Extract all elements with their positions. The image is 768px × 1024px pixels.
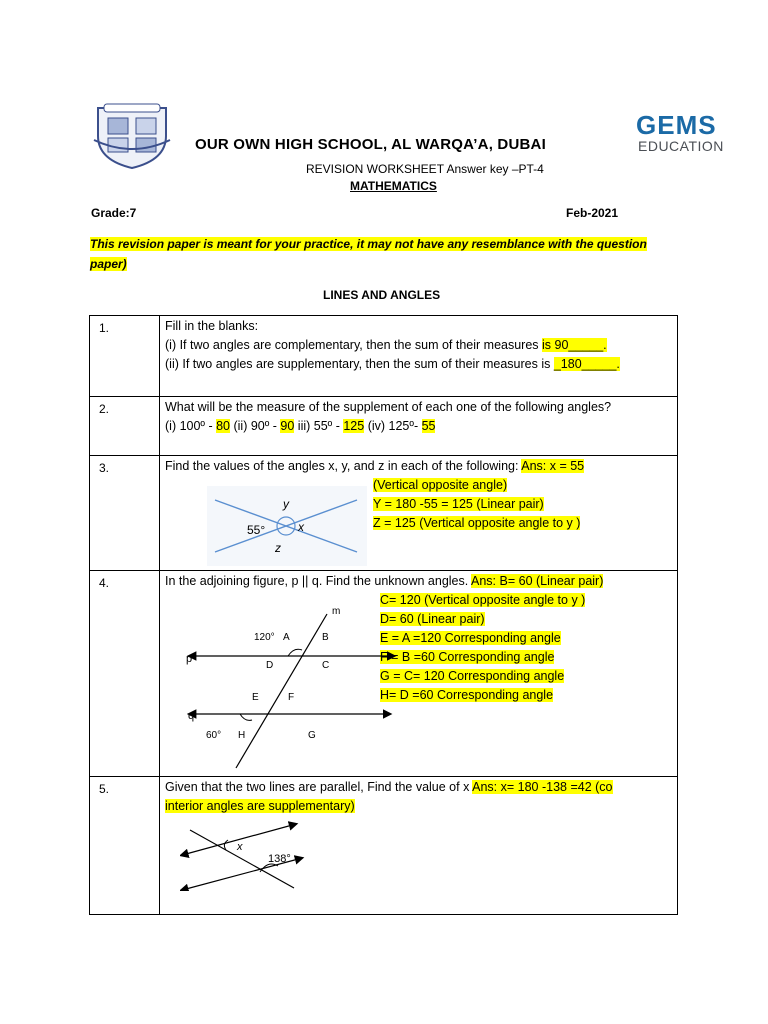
- q2-answer: 55: [421, 419, 436, 433]
- q4-h-label: H: [238, 730, 246, 741]
- row-divider: [90, 455, 677, 456]
- q4-answer-line: H= D =60 Corresponding angle: [380, 688, 554, 702]
- q3-intersecting-lines-figure: [207, 486, 367, 566]
- gems-education-logo: [636, 110, 748, 154]
- grade-label: Grade:7: [91, 206, 137, 220]
- practice-note-text: This revision paper is meant for your practice, it may not have any resemblance with the question paper): [90, 237, 647, 271]
- school-name: OUR OWN HIGH SCHOOL, AL WARQA’A, DUBAI: [195, 136, 546, 153]
- q3-angle-label: 55°: [247, 523, 266, 537]
- q3-answer-line: Y = 180 -55 = 125 (Linear pair): [373, 497, 544, 511]
- question-1: [165, 317, 620, 374]
- question-2: [165, 398, 611, 436]
- q1-instruction: Fill in the blanks:: [165, 319, 259, 333]
- q4-answer-line: D= 60 (Linear pair): [380, 612, 485, 626]
- q5-answer-line: Ans: x= 180 -138 =42 (co: [472, 780, 613, 794]
- q4-transversal-m: [236, 614, 330, 768]
- q4-a-label: A: [283, 632, 290, 643]
- q1-part-i: [165, 336, 620, 355]
- practice-note: [90, 234, 660, 274]
- q3-answer-line: (Vertical opposite angle): [373, 478, 508, 492]
- question-3: [165, 457, 584, 476]
- q2-part-text: (ii) 90º -: [230, 419, 281, 433]
- q4-answer-line: F = B =60 Corresponding angle: [380, 650, 555, 664]
- q3-answer-block: [373, 476, 580, 533]
- q4-m-label: m: [332, 606, 341, 617]
- q5-answer-line: interior angles are supplementary): [165, 799, 355, 813]
- q3-y-label: y: [283, 497, 289, 511]
- q3-question: Find the values of the angles x, y, and z in each of the following:: [165, 459, 522, 473]
- gems-logo-text: GEMS: [636, 110, 717, 140]
- q2-answer: 125: [343, 419, 365, 433]
- worksheet-title: REVISION WORKSHEET Answer key –PT-4: [306, 162, 544, 176]
- q4-answer-line: C= 120 (Vertical opposite angle to y ): [380, 593, 586, 607]
- q4-120-label: 120°: [254, 632, 275, 643]
- q4-p-label: p: [186, 653, 193, 665]
- q2-part-text: (i) 100º -: [165, 419, 217, 433]
- q5-question: Given that the two lines are parallel, Find the value of x: [165, 780, 473, 794]
- education-logo-text: EDUCATION: [638, 138, 724, 154]
- subject-title: MATHEMATICS: [350, 179, 437, 193]
- q1-part-i-text: (i) If two angles are complementary, then the sum of their measures: [165, 338, 543, 352]
- question-number: 2.: [99, 402, 110, 416]
- q4-q-label: q: [188, 710, 195, 722]
- q4-d-label: D: [266, 660, 274, 671]
- q1-part-ii-answer: _180_____.: [553, 357, 620, 371]
- q4-question: In the adjoining figure, p || q. Find the unknown angles.: [165, 574, 472, 588]
- school-crest-logo: [88, 100, 176, 170]
- q5-138-label: 138°: [268, 853, 291, 865]
- q4-parallel-lines-figure: [180, 600, 400, 770]
- q4-angle-arc: [240, 714, 252, 720]
- q2-answer: 80: [216, 419, 231, 433]
- q4-angle-arc: [288, 649, 302, 656]
- question-number: 4.: [99, 576, 110, 590]
- question-4: [165, 572, 603, 591]
- q4-e-label: E: [252, 692, 259, 703]
- q4-g-label: G: [308, 730, 316, 741]
- questions-table: [89, 315, 678, 915]
- q2-part-text: (iv) 125º-: [364, 419, 422, 433]
- q4-answer-block: [380, 591, 585, 705]
- q4-c-label: C: [322, 660, 330, 671]
- q3-answer-line: Z = 125 (Vertical opposite angle to y ): [373, 516, 581, 530]
- q3-z-label: z: [275, 541, 281, 555]
- row-divider: [90, 396, 677, 397]
- q5-angle-arc: [224, 840, 228, 850]
- q4-f-label: F: [288, 692, 295, 703]
- question-number: 3.: [99, 461, 110, 475]
- question-number: 1.: [99, 321, 110, 335]
- q5-parallel-lines-figure: [180, 816, 310, 891]
- q5-x-label: x: [237, 841, 243, 853]
- q1-part-i-answer: is 90_____.: [542, 338, 607, 352]
- topic-heading: LINES AND ANGLES: [323, 288, 441, 302]
- row-divider: [90, 776, 677, 777]
- column-divider: [159, 316, 160, 914]
- q4-60-label: 60°: [206, 730, 222, 741]
- q4-answer-line: E = A =120 Corresponding angle: [380, 631, 561, 645]
- q1-part-ii: [165, 355, 620, 374]
- q2-part-text: iii) 55º -: [294, 419, 344, 433]
- q3-x-label: x: [298, 520, 304, 534]
- q1-part-ii-text: (ii) If two angles are supplementary, then the sum of their measures is: [165, 357, 554, 371]
- row-divider: [90, 570, 677, 571]
- question-5: [165, 778, 613, 816]
- q3-answer-line: Ans: x = 55: [521, 459, 585, 473]
- q2-instruction: What will be the measure of the supplement of each one of the following angles?: [165, 400, 612, 414]
- q4-answer-line: Ans: B= 60 (Linear pair): [471, 574, 604, 588]
- q4-b-label: B: [322, 632, 329, 643]
- q4-answer-line: G = C= 120 Corresponding angle: [380, 669, 565, 683]
- question-number: 5.: [99, 782, 110, 796]
- q2-answer: 90: [280, 419, 295, 433]
- date-label: Feb-2021: [566, 206, 619, 220]
- q2-parts: [165, 417, 611, 436]
